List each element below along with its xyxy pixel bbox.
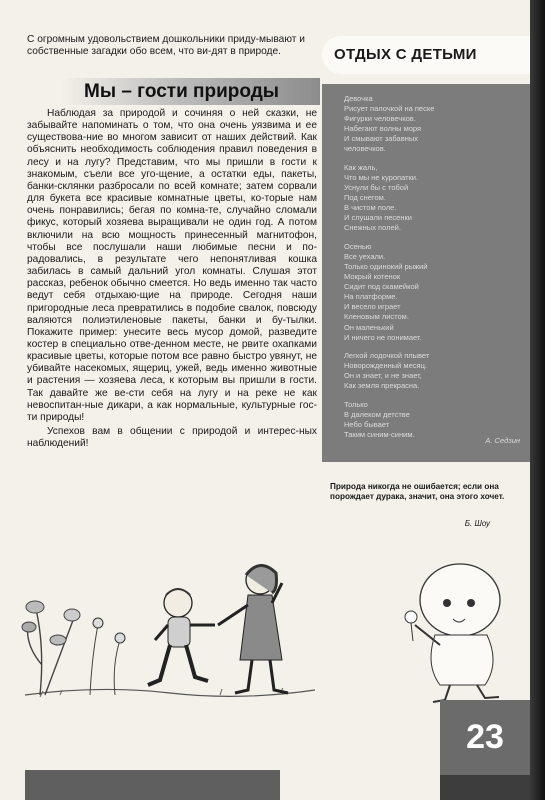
poem-line: И ничего не понимает. <box>344 332 422 342</box>
poem-stanza <box>344 351 519 391</box>
poem-line: На платформе. <box>344 292 398 302</box>
section-header: ОТДЫХ С ДЕТЬМИ <box>322 36 530 74</box>
poem-line: И смывают забавных <box>344 134 418 144</box>
poem-line: Сидит под скамейкой <box>344 282 419 292</box>
poem-line: Уснули бы с тобой <box>344 183 409 193</box>
poem-line: Набегают волны моря <box>344 124 422 134</box>
poem-line: Фигурки человечков. <box>344 114 416 124</box>
poem-line: Мокрый котенок <box>344 272 401 282</box>
article-paragraph: Наблюдая за природой и сочиняя о ней сказки, не забывайте напоминать о том, что она очень уязвима и ее существова-ние во многом зависит от наших действий. Как объяснить необходимость соблюдения правил поведения в лесу и на лугу? Представим, что мы пришли в гости к знакомым, съели все уго-щение, а остатки еды, пакеты, банки-склянки разбросали по всей комнате; затем сорвали для букета все красивые комнатные цветы, ко-торые нам очень понравились; бегая по комна-те, случайно сломали фикус, который хозяева выращивали не один год. А потом включили на всю мощность принесенный магнитофон, чтобы все послушали наши любимые песни и по-радовались, в результате чего непонятливая кошка забилась в самый дальний угол комнаты. Слушая этот рассказ, ребенок обычно смеется. Но ведь именно так часто ведут себя отдыхаю-щие на природе. Сегодня наши пригородные леса превратились в подобие свалок, повсюду валяются полиэтиленовые пакеты, банки и бу-тылки. Покажите пример: унесите весь мусор домой, разведите костер в специально отве-денном месте, не рвите охапками красивые цветы, которые потом все равно быстро увянут, не убивайте насекомых, ящериц, ужей, ведь именно животные и растения — хозяева леса, к которым вы пришли в гости. Так давайте же ве-сти себя на лугу и на реке не как невоспитан-ные дикари, а как нормальные, культурные гос-ти природы! <box>27 108 317 423</box>
poem-stanza <box>344 94 519 155</box>
page-corner-bar <box>440 775 530 800</box>
intro-text: С огромным удовольствием дошкольники приду-мывают и собственные загадки обо всем, что ви-дят в природе. <box>27 34 305 57</box>
poem-line: В далеком детстве <box>344 409 410 419</box>
quote-author: Б. Шоу <box>464 519 490 528</box>
poem <box>344 94 519 448</box>
article-paragraph: Успехов вам в общении с природой и интерес-ных наблюдений! <box>27 426 317 450</box>
poem-author: А. Седзин <box>485 436 520 445</box>
poem-line: Кленовым листом. <box>344 312 409 322</box>
page-edge-shadow <box>530 0 545 800</box>
poem-line: Небо бывает <box>344 419 390 429</box>
poem-line: Что мы не куропатки. <box>344 172 419 182</box>
poem-line: И весело играет <box>344 302 401 312</box>
poem-line: человечков. <box>344 144 386 154</box>
poem-line: Девочка <box>344 94 373 103</box>
article-title: Мы – гости природы <box>60 78 320 105</box>
poem-line: Он маленький <box>344 322 394 332</box>
bottom-bar <box>25 770 280 800</box>
children-walking-illustration <box>20 545 320 705</box>
page-number-box <box>440 700 530 775</box>
page-number: 23 <box>466 718 504 756</box>
poem-line: Снежных полей. <box>344 223 401 233</box>
poem-line: Таким синим-синим. <box>344 430 415 439</box>
poem-stanza <box>344 400 519 440</box>
poem-line: Под снегом. <box>344 193 386 203</box>
epigraph-quote: Природа никогда не ошибается; если она порождает дурака, значит, она этого хочет. <box>330 482 505 502</box>
poem-line: Рисует палочкой на песке <box>344 104 435 114</box>
poem-line: Только <box>344 399 368 409</box>
poem-line: Новорожденный месяц. <box>344 361 427 371</box>
poem-line: В чистом поле. <box>344 203 397 213</box>
poem-line: Осенью <box>344 241 372 251</box>
poem-line: Только одинокий рыжий <box>344 262 428 271</box>
poem-stanza <box>344 163 519 234</box>
baby-cartoon-illustration <box>395 545 520 705</box>
poem-line: Все уехали. <box>344 251 386 261</box>
poem-line: Как жаль, <box>344 162 378 172</box>
poem-line: Он и знает, и не знает, <box>344 371 422 381</box>
article-body <box>27 108 317 450</box>
poem-line: И слушали песенки <box>344 213 412 223</box>
poem-stanza <box>344 242 519 343</box>
poem-line: Легкой лодочкой плывет <box>344 351 430 361</box>
poem-line: Как земля прекрасна. <box>344 381 420 391</box>
